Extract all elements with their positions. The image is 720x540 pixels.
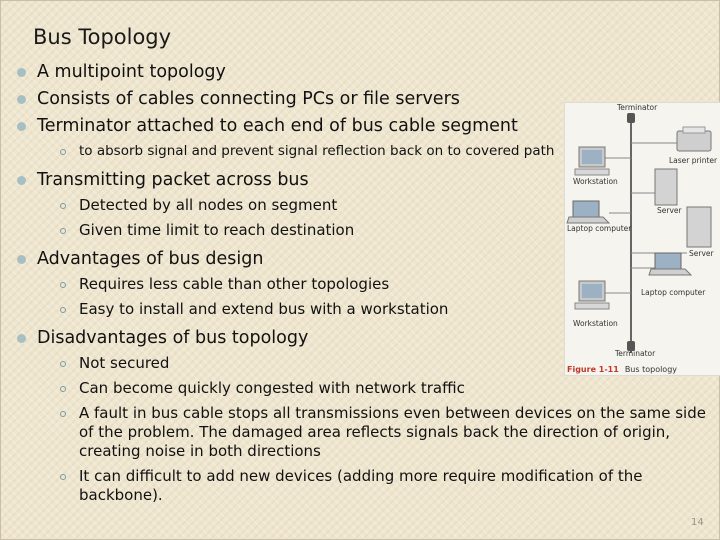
sub-bullet-text: Not secured xyxy=(79,354,170,372)
server-mid-icon xyxy=(655,169,677,205)
figure-caption-text: Bus topology xyxy=(624,365,678,374)
sub-bullet-ring-icon xyxy=(60,386,66,392)
bullet-item xyxy=(17,59,707,86)
sub-bullet-text: A fault in bus cable stops all transmissions even between devices on the same side of the problem. The damaged area reflects signals back the direction of origin, creating noise in both directions xyxy=(79,404,706,460)
label-server-right: Server xyxy=(689,249,714,258)
sub-bullet-ring-icon xyxy=(60,474,66,480)
sub-bullet-text: It can difficult to add new devices (adding more require modification of the backbone). xyxy=(79,467,643,504)
workstation-top-icon xyxy=(575,147,609,175)
sub-bullet-ring-icon xyxy=(60,282,66,288)
sub-bullet-ring-icon xyxy=(60,307,66,313)
server-right-icon xyxy=(687,207,711,247)
bus-topology-diagram xyxy=(565,103,720,375)
sub-bullet-item xyxy=(37,467,707,505)
sub-bullet-ring-icon xyxy=(60,411,66,417)
bullet-text: A multipoint topology xyxy=(37,62,226,82)
sub-bullet-ring-icon xyxy=(60,228,66,234)
sub-bullet-text: Given time limit to reach destination xyxy=(79,221,355,239)
bullet-text: Advantages of bus design xyxy=(37,249,264,269)
label-laser-printer: Laser printer xyxy=(669,156,718,165)
sub-bullet-text: Easy to install and extend bus with a workstation xyxy=(79,300,449,318)
sub-bullet-item xyxy=(37,404,707,461)
laser-printer-icon xyxy=(677,127,711,151)
bullet-text: Consists of cables connecting PCs or file servers xyxy=(37,89,460,109)
sub-bullet-item xyxy=(37,379,707,398)
bullet-dot-icon xyxy=(17,95,26,104)
laptop-right-icon xyxy=(649,253,691,275)
slide-title: Bus Topology xyxy=(33,25,172,49)
figure-caption xyxy=(567,365,677,374)
bullet-dot-icon xyxy=(17,68,26,77)
terminator-top-icon xyxy=(627,113,635,123)
sub-bullet-ring-icon xyxy=(60,361,66,367)
label-terminator-bottom: Terminator xyxy=(615,349,656,358)
bullet-dot-icon xyxy=(17,334,26,343)
bullet-dot-icon xyxy=(17,122,26,131)
sub-bullet-text: Can become quickly congested with network traffic xyxy=(79,379,465,397)
bus-topology-figure xyxy=(564,102,720,376)
bullet-text: Disadvantages of bus topology xyxy=(37,328,309,348)
sub-bullet-text: Detected by all nodes on segment xyxy=(79,196,338,214)
label-server-mid: Server xyxy=(657,206,682,215)
laptop-left-icon xyxy=(567,201,609,223)
label-laptop-right: Laptop computer xyxy=(641,288,706,297)
sub-bullet-ring-icon xyxy=(60,149,66,155)
figure-number: Figure 1-11 xyxy=(567,365,619,374)
bullet-dot-icon xyxy=(17,255,26,264)
sub-bullet-text: Requires less cable than other topologies xyxy=(79,275,390,293)
label-workstation-bottom: Workstation xyxy=(573,319,618,328)
label-workstation-top: Workstation xyxy=(573,177,618,186)
label-laptop-left: Laptop computer xyxy=(567,224,632,233)
bullet-text: Terminator attached to each end of bus cable segment xyxy=(37,116,518,136)
bullet-dot-icon xyxy=(17,176,26,185)
page-number: 14 xyxy=(691,517,704,528)
workstation-bottom-icon xyxy=(575,281,609,309)
sub-bullet-text: to absorb signal and prevent signal reflection back on to covered path xyxy=(79,143,555,159)
label-terminator-top: Terminator xyxy=(617,103,658,112)
bullet-text: Transmitting packet across bus xyxy=(37,170,309,190)
sub-bullet-ring-icon xyxy=(60,203,66,209)
